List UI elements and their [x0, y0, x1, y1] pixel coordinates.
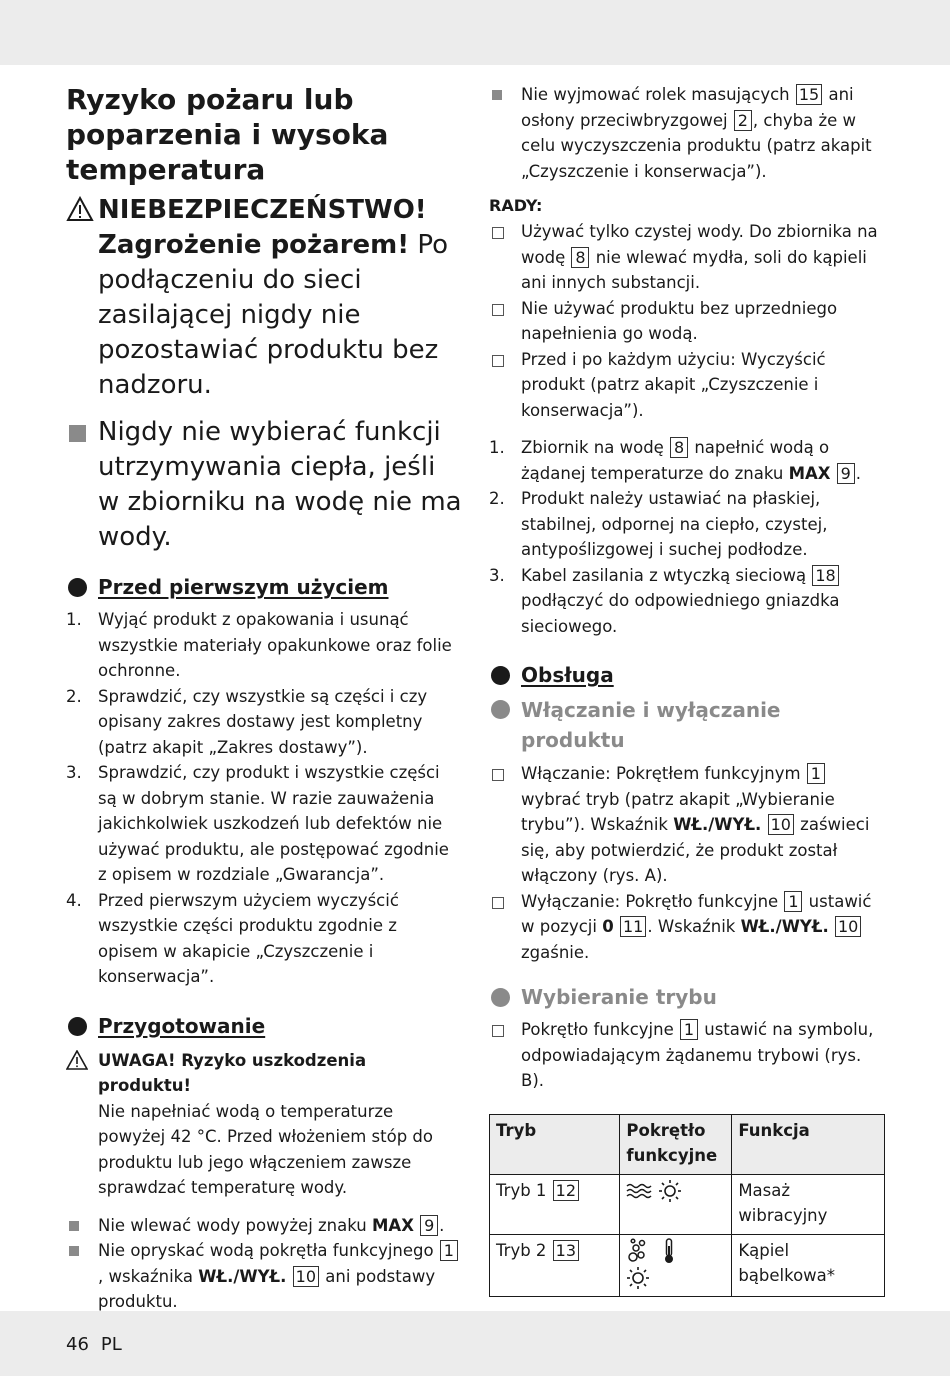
tips-heading: RADY:	[489, 196, 543, 215]
danger-text: Po podłączeniu do sieci zasilającej nigdy nie pozostawiać produktu bez nadzoru.	[98, 230, 449, 400]
list-item: 2. Sprawdzić, czy wszystkie są części i czy opisany zakres dostawy jest kompletny (patrz akapit „Zakres dostawy”).	[66, 686, 428, 757]
part-ref: 18	[812, 565, 838, 586]
part-ref: 2	[734, 110, 752, 131]
section-on-off	[489, 695, 889, 755]
page-number: 46	[66, 1334, 89, 1355]
caution-notice	[66, 1048, 462, 1201]
table-row: Tryb 1 12 Masaż wibracyjny	[490, 1174, 885, 1234]
page-title: Ryzyko pożaru lub poparzenia i wysoka temperatura	[66, 83, 389, 186]
first-use-steps	[66, 607, 462, 990]
section-first-use	[66, 573, 462, 601]
page-footer	[66, 1334, 134, 1355]
list-item: Nie opryskać wodą pokrętła funkcyjnego 1, wskaźnika WŁ./WYŁ. 10 ani podstawy produktu.	[66, 1238, 462, 1315]
table-row: Tryb 2 13 Kąpiel bąbelkowa*	[490, 1234, 885, 1296]
preparation-bullets	[66, 1213, 462, 1315]
table-header: Funkcja	[732, 1114, 885, 1174]
warning-triangle-icon	[66, 196, 94, 222]
left-column	[66, 82, 462, 1315]
mode-list	[489, 1017, 889, 1094]
warning-triangle-icon	[66, 1050, 88, 1070]
part-ref: 12	[553, 1180, 579, 1201]
danger-notice	[66, 193, 462, 403]
section-first-use-title: Przed pierwszym użyciem	[98, 575, 389, 599]
list-item: Używać tylko czystej wody. Do zbiornika na wodę 8 nie wlewać mydła, soli do kąpieli ani innych substancji.	[489, 219, 889, 296]
section-mode	[489, 983, 889, 1011]
list-item: 4. Przed pierwszym użyciem wyczyścić wszystkie części produktu zgodnie z opisem w akapicie „Czyszczenie i konserwacja”.	[66, 890, 399, 986]
list-item: 1. Zbiornik na wodę 8 napełnić wodą o żądanej temperaturze do znaku MAX 9 .	[489, 438, 861, 483]
thermometer-icon	[662, 1238, 676, 1264]
danger-heading: NIEBEZPIECZEŃSTWO! Zagrożenie pożarem!	[98, 195, 427, 260]
bubbles-icon	[626, 1238, 650, 1264]
vibration-icon	[626, 1182, 652, 1200]
section-operation	[489, 661, 889, 689]
square-bullet-icon	[69, 425, 86, 442]
list-item: Pokrętło funkcyjne 1 ustawić na symbolu, odpowiadającym żądanemu trybowi (rys. B).	[489, 1017, 889, 1094]
caution-text: Nie napełniać wodą o temperaturze powyżej 42 °C. Przed włożeniem stóp do produktu lub jego włączeniem zawsze sprawdzać temperaturę wody.	[98, 1101, 433, 1197]
list-item: Nie używać produktu bez uprzedniego napełnienia go wodą.	[489, 296, 889, 347]
heat-icon	[658, 1179, 682, 1203]
caution-heading: UWAGA! Ryzyko uszkodzenia produktu!	[98, 1050, 367, 1095]
part-ref: 15	[796, 84, 822, 105]
part-ref: 8	[571, 247, 589, 268]
list-item: Przed i po każdym użyciu: Wyczyścić produkt (patrz akapit „Czyszczenie i konserwacja”).	[489, 347, 889, 424]
part-ref: 9	[420, 1215, 438, 1236]
part-ref: 9	[837, 463, 855, 484]
list-item: Wyłączanie: Pokrętło funkcyjne 1 ustawić w pozycji 0 11 . Wskaźnik WŁ./WYŁ. 10 zgaśnie.	[489, 889, 889, 966]
table-header: Pokrętło funkcyjne	[620, 1114, 732, 1174]
rollers-bullet	[489, 82, 889, 184]
section-mode-title: Wybieranie trybu	[521, 985, 717, 1009]
part-ref: 10	[293, 1266, 319, 1287]
right-column	[489, 82, 889, 1297]
part-ref: 1	[680, 1019, 698, 1040]
top-band	[0, 0, 950, 65]
list-item: Nie wlewać wody powyżej znaku MAX 9 .	[66, 1213, 462, 1239]
part-ref: 1	[807, 763, 825, 784]
section-preparation-title: Przygotowanie	[98, 1013, 266, 1038]
bullet-dot-icon	[491, 700, 510, 719]
list-item: 3. Sprawdzić, czy produkt i wszystkie części są w dobrym stanie. W razie zauważenia jakichkolwiek uszkodzeń lub defektów nie używać produktu, ale postępować zgodnie z opisem w rozdziale „Gwarancja”.	[66, 763, 449, 884]
list-item: 1. Wyjąć produkt z opakowania i usunąć wszystkie materiały opakunkowe oraz folie ochronne.	[66, 610, 452, 680]
part-ref: 10	[768, 814, 794, 835]
part-ref: 1	[784, 891, 802, 912]
tips-list	[489, 219, 889, 423]
page-language: PL	[100, 1334, 122, 1355]
setup-steps	[489, 435, 889, 639]
section-preparation	[66, 1012, 462, 1040]
list-item: 3. Kabel zasilania z wtyczką sieciową 18 podłączyć do odpowiedniego gniazdka sieciowego.	[489, 565, 840, 636]
heat-icon	[626, 1266, 650, 1290]
list-item: Włączanie: Pokrętłem funkcyjnym 1 wybrać tryb (patrz akapit „Wybieranie trybu”). Wskaźnik WŁ./WYŁ. 10 zaświeci się, aby potwierdzić, że produkt został włączony (rys. A).	[489, 761, 889, 889]
warm-note	[66, 415, 462, 555]
bullet-dot-icon	[491, 666, 510, 685]
part-ref: 8	[670, 437, 688, 458]
bullet-dot-icon	[491, 988, 510, 1007]
bottom-band	[0, 1311, 950, 1376]
part-ref: 10	[835, 916, 861, 937]
table-header: Tryb	[490, 1114, 620, 1174]
bullet-dot-icon	[68, 1017, 87, 1036]
part-ref: 1	[440, 1240, 458, 1261]
section-on-off-title: Włączanie i wyłączanie produktu	[521, 698, 781, 752]
part-ref: 13	[553, 1240, 579, 1261]
list-item: 2. Produkt należy ustawiać na płaskiej, stabilnej, odpornej na ciepło, czystej, antypoślizgowej i suchej podłodze.	[489, 489, 828, 559]
on-off-list	[489, 761, 889, 965]
bullet-dot-icon	[68, 578, 87, 597]
warm-note-text: Nigdy nie wybierać funkcji utrzymywania ciepła, jeśli w zbiorniku na wodę nie ma wody.	[98, 417, 462, 552]
mode-table	[489, 1114, 885, 1297]
section-operation-title: Obsługa	[521, 663, 614, 687]
part-ref: 11	[620, 916, 646, 937]
list-item: Nie wyjmować rolek masujących 15 ani osłony przeciwbryzgowej 2 , chyba że w celu wyczyszczenia produktu (patrz akapit „Czyszczenie i konserwacja”).	[489, 82, 889, 184]
